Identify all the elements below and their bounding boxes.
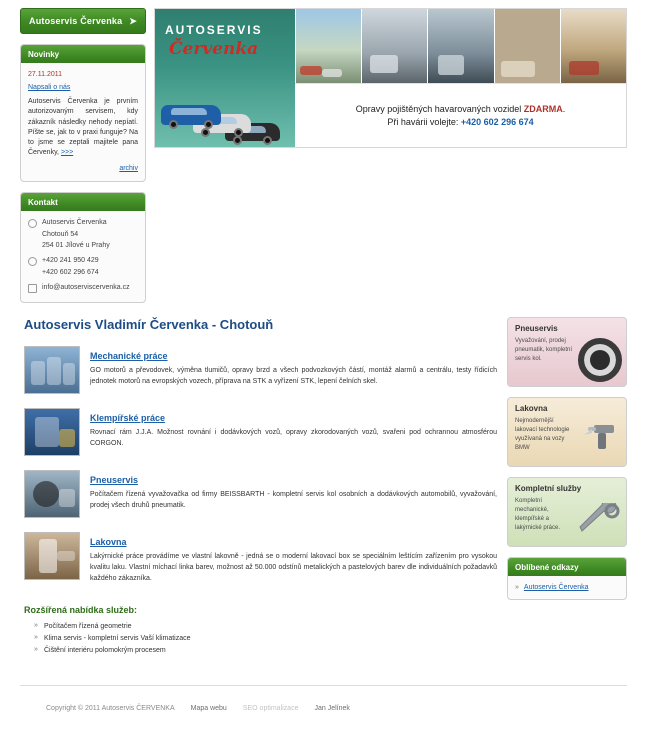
service-thumbnail-tires[interactable] xyxy=(24,470,80,518)
contact-company: Autoservis Červenka xyxy=(42,219,107,227)
favorite-links-title: Oblíbené odkazy xyxy=(508,558,626,576)
banner-line-2-pre: Při havárii volejte: xyxy=(387,117,461,127)
tire-icon xyxy=(578,338,622,382)
banner-line-1-emphasis: ZDARMA xyxy=(523,104,563,114)
service-thumbnail-mechanics[interactable] xyxy=(24,346,80,394)
news-body: Autoservis Červenka je prvním autorizovaným servisem, kdy zákazník následky nehody nepíatí. Píšte se, jak to v praxi funguje? Na to jsme se zeptali majitele pana Červenky, xyxy=(28,98,138,156)
service-body xyxy=(90,346,497,394)
footer xyxy=(20,685,627,731)
service-text-paint: Lakýrnické práce provádíme ve vlastní lakovně - jedná se o moderní lakovací box se speciálním leštícím zařízením pro vysokou kvalitu laku. Vlastní míchací linka barev, možnost až 50.000 odstínů metalických a pastelových barev dle individuálních požadavků každého zákazníka. xyxy=(90,553,497,583)
promo-card-paint[interactable] xyxy=(507,397,627,467)
banner-photo-exterior xyxy=(295,9,361,83)
banner-logo-area xyxy=(155,9,295,147)
banner-photo-paintbooth xyxy=(427,9,493,83)
banner-line-1-pre: Opravy pojištěných havarovaných vozidel xyxy=(355,104,524,114)
contact-line-email xyxy=(28,283,138,293)
service-text-bodywork: Rovnací rám J.J.A. Možnost rovnání i dodávkových vozů, opravy zkorodovaných vozů, svařeni pod ochrannou atmosférou CORGON. xyxy=(90,429,497,448)
promo-text-paint: Nejmodernější lakovací technologie využívaná na vozy BMW xyxy=(515,418,570,452)
service-item xyxy=(20,346,497,394)
news-panel-body xyxy=(21,63,145,181)
news-more-link[interactable]: >>> xyxy=(60,148,74,156)
service-title-tires[interactable]: Pneuservis xyxy=(90,475,139,486)
contact-line-phone xyxy=(28,256,138,266)
service-body xyxy=(90,408,497,456)
wrench-icon xyxy=(578,503,622,542)
contact-panel xyxy=(20,192,146,303)
service-thumbnail-paint[interactable] xyxy=(24,532,80,580)
service-item xyxy=(20,408,497,456)
banner-logo-top: AUTOSERVIS xyxy=(165,23,263,37)
contact-phone-2: +420 602 296 674 xyxy=(42,268,99,276)
extra-services-list xyxy=(20,623,497,654)
contact-panel-body xyxy=(21,211,145,302)
banner-line-2 xyxy=(387,117,533,127)
promo-title-paint: Lakovna xyxy=(515,404,548,414)
contact-email[interactable]: info@autoserviscervenka.cz xyxy=(42,283,130,291)
banner-column xyxy=(154,8,627,148)
phone-icon xyxy=(28,257,37,266)
promo-text-complete: Kompletní mechanické, klempířské a lakýrnické práce. xyxy=(515,498,561,532)
promo-card-tires[interactable] xyxy=(507,317,627,387)
promo-card-complete[interactable] xyxy=(507,477,627,547)
service-title-mechanics[interactable]: Mechanické práce xyxy=(90,351,168,362)
main-content xyxy=(20,317,497,659)
service-thumbnail-bodywork[interactable] xyxy=(24,408,80,456)
bullet-icon: » xyxy=(515,584,519,592)
banner-right xyxy=(295,9,626,147)
contact-street: Chotouň 54 xyxy=(42,231,79,239)
brand-label: Autoservis Červenka xyxy=(29,16,123,26)
service-body xyxy=(90,532,497,585)
banner-phone[interactable]: +420 602 296 674 xyxy=(460,117,534,127)
top-row xyxy=(20,8,627,303)
promo-title-complete: Kompletní služby xyxy=(515,484,582,494)
banner-logo-script: Červenka xyxy=(169,39,259,59)
service-text-mechanics: GO motorů a převodovek, výměna tlumičů, opravy brzd a všech podvozkových částí, montáž alarmů a centrálu, testy řídicích jednotek motorů na evropských vozech, příprava na STK a vyřízení STK, lepení čelních skel. xyxy=(90,367,497,386)
banner-photo-workshop xyxy=(361,9,427,83)
favorite-links-body xyxy=(508,576,626,599)
header-banner xyxy=(154,8,627,148)
news-date: 27.11.2011 xyxy=(28,71,62,78)
banner-line-1 xyxy=(356,104,566,114)
news-panel xyxy=(20,44,146,182)
news-panel-title: Novinky xyxy=(21,45,145,63)
contact-line-company xyxy=(28,218,138,228)
promo-title-tires: Pneuservis xyxy=(515,324,558,334)
list-item: » Klima servis - kompletní servis Vaší klimatizace xyxy=(34,635,497,642)
service-title-bodywork[interactable]: Klempířské práce xyxy=(90,413,166,424)
aside-column xyxy=(507,317,627,600)
banner-photo-building xyxy=(494,9,560,83)
service-text-tires: Počítačem řízená vyvažovačka od firmy BEISSBARTH - kompletní servis kol osobních a dodávkových automobilů, vyvažování, prodej všech druhů pneumatik. xyxy=(90,491,497,510)
favorite-links-panel xyxy=(507,557,627,600)
home-icon xyxy=(28,219,37,228)
service-title-paint[interactable]: Lakovna xyxy=(90,537,127,548)
list-item: » Počítačem řízená geometrie xyxy=(34,623,497,630)
news-headline-link[interactable]: Napsali o nás xyxy=(28,84,71,92)
list-item[interactable] xyxy=(515,584,619,591)
banner-photo-strip xyxy=(295,9,626,83)
service-body xyxy=(90,470,497,518)
content-row xyxy=(20,317,627,659)
contact-panel-title: Kontakt xyxy=(21,193,145,211)
service-item xyxy=(20,532,497,585)
promo-text-tires: Vyvažování, prodej pneumatik, kompletní servis kol. xyxy=(515,338,573,363)
sidebar-column xyxy=(20,8,146,303)
news-text xyxy=(28,97,138,158)
page-wrapper xyxy=(20,0,627,731)
service-item xyxy=(20,470,497,518)
mail-icon xyxy=(28,284,37,293)
extra-services-title: Rozšířená nabídka služeb: xyxy=(24,604,138,615)
banner-message xyxy=(295,83,626,147)
chevron-right-icon: ➤ xyxy=(129,15,137,26)
banner-photo-office xyxy=(560,9,626,83)
favorite-link-1[interactable]: Autoservis Červenka xyxy=(523,584,589,592)
contact-phone-1: +420 241 950 429 xyxy=(42,256,99,264)
footer-copyright: Copyright © 2011 Autoservis ČERVENKA xyxy=(46,704,175,712)
contact-city: 254 01 Jílové u Prahy xyxy=(42,241,110,249)
car-illustration-1 xyxy=(161,105,221,125)
news-archive xyxy=(28,164,138,174)
footer-author-link[interactable]: Jan Jelínek xyxy=(314,704,350,712)
news-archive-link[interactable]: archiv xyxy=(119,165,138,173)
brand-logo[interactable] xyxy=(20,8,146,34)
footer-seo-text: SEO optimalizace xyxy=(242,704,299,712)
spray-gun-icon xyxy=(582,421,622,462)
list-item: » Čištění interiéru polomokrým procesem xyxy=(34,647,497,654)
banner-line-1-post: . xyxy=(562,104,566,114)
page-title: Autoservis Vladimír Červenka - Chotouň xyxy=(24,317,274,333)
footer-sitemap-link[interactable]: Mapa webu xyxy=(190,704,227,712)
